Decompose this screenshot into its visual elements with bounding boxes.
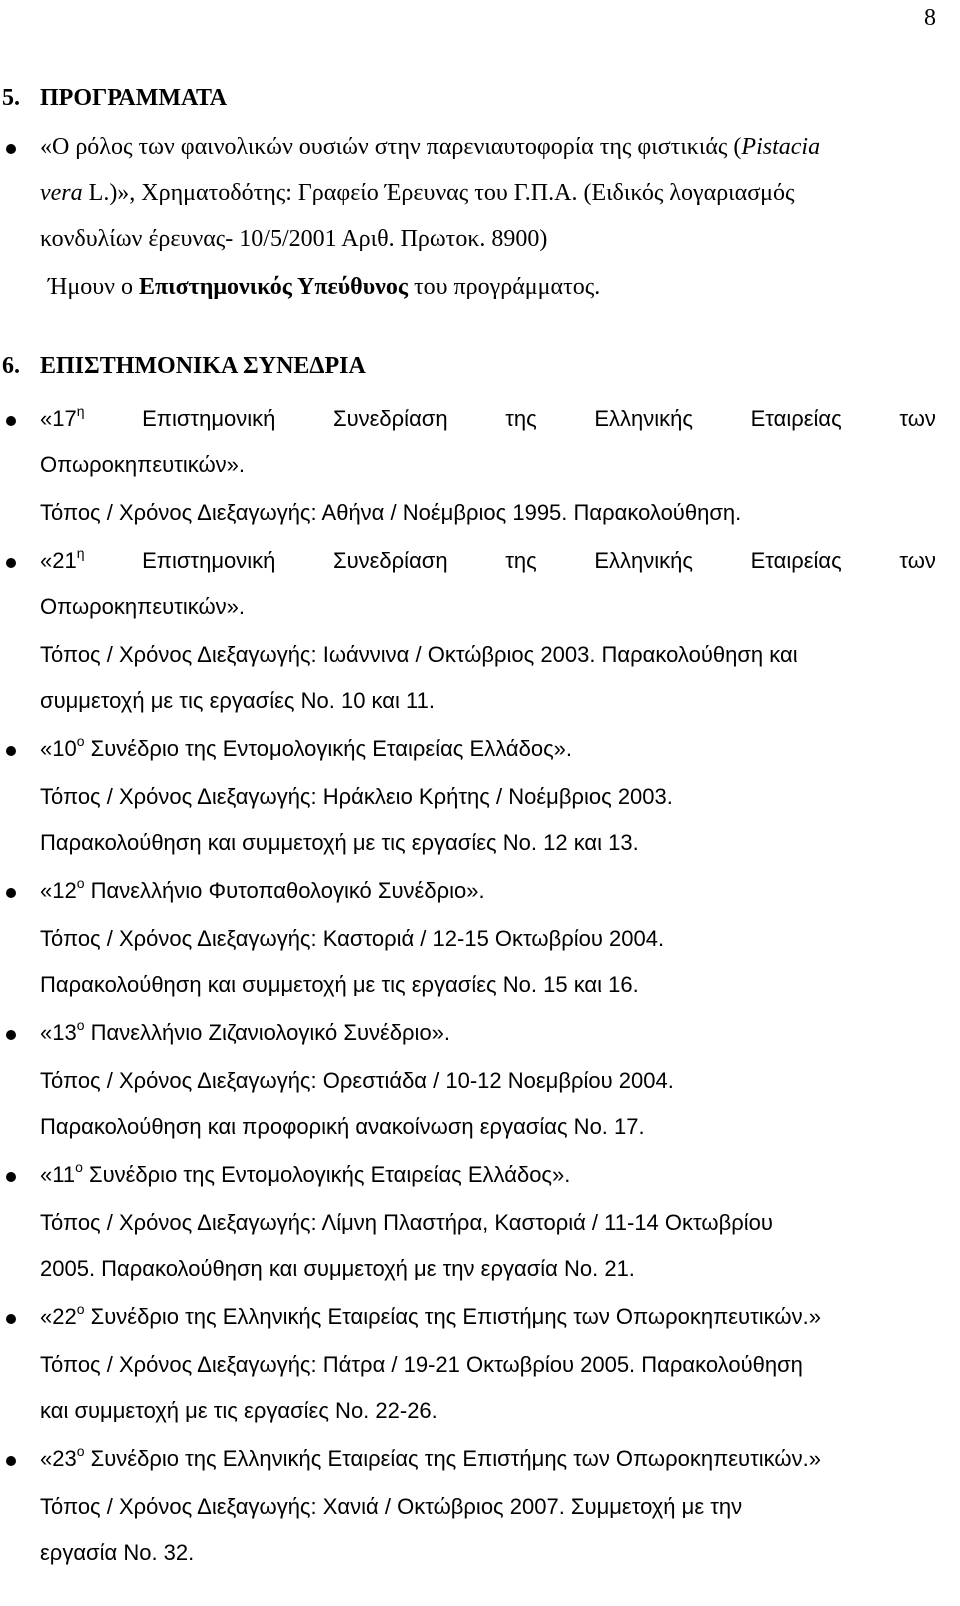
text-line: Τόπος / Χρόνος Διεξαγωγής: Αθήνα / Νοέμβριος 1995. Παρακολούθηση. [40, 500, 742, 525]
bullet-icon [6, 1314, 16, 1324]
text-line: Παρακολούθηση και προφορική ανακοίνωση εργασίας No. 17. [40, 1114, 645, 1139]
bullet-icon [6, 144, 16, 154]
text-line: «$12^o$ Πανελλήνιο Φυτοπαθολογικό Συνέδριο». [40, 875, 485, 903]
text-line: συμμετοχή με τις εργασίες No. 10 και 11. [40, 688, 435, 713]
text-line: vera L.)», Χρηματοδότης: Γραφείο Έρευνας του Γ.Π.Α. (Ειδικός λογαριασμός [40, 180, 795, 206]
text-line: Τόπος / Χρόνος Διεξαγωγής: Ηράκλειο Κρήτης / Νοέμβριος 2003. [40, 784, 673, 809]
text-line: Ήμουν ο Επιστημονικός Υπεύθυνος του προγράμματος. [48, 274, 601, 300]
text-line: Οπωροκηπευτικών». [40, 452, 245, 477]
section-number: 5. [2, 85, 20, 111]
section-title: ΕΠΙΣΤΗΜΟΝΙΚΑ ΣΥΝΕΔΡΙΑ [40, 353, 366, 379]
text-line: «$10^o$ Συνέδριο της Εντομολογικής Εταιρείας Ελλάδος». [40, 733, 573, 761]
page-number: 8 [924, 5, 936, 31]
bullet-icon [6, 1030, 16, 1040]
text-line: Παρακολούθηση και συμμετοχή με τις εργασίες No. 15 και 16. [40, 972, 639, 997]
text-line: εργασία No. 32. [40, 1540, 195, 1565]
bullet-icon [6, 888, 16, 898]
text-line: «$11^o$ Συνέδριο της Εντομολογικής Εταιρείας Ελλάδος». [40, 1159, 571, 1187]
text-line: Οπωροκηπευτικών». [40, 594, 245, 619]
text-line: Τόπος / Χρόνος Διεξαγωγής: Λίμνη Πλαστήρα, Καστοριά / 11-14 Οκτωβρίου [40, 1210, 773, 1235]
text-line: «Ο ρόλος των φαινολικών ουσιών στην παρενιαυτοφορία της φιστικιάς (Pistacia [40, 134, 821, 160]
text-line: «$13^o$ Πανελλήνιο Ζιζανιολογικό Συνέδριο». [40, 1017, 451, 1045]
text-line: και συμμετοχή με τις εργασίες No. 22-26. [40, 1398, 438, 1423]
text-line: «$23^o$ Συνέδριο της Ελληνικής Εταιρείας της Επιστήμης των Οπωροκηπευτικών.» [40, 1443, 821, 1471]
text-line: Παρακολούθηση και συμμετοχή με τις εργασίες No. 12 και 13. [40, 830, 639, 855]
text-line: «$21^\eta$ Επιστημονική Συνεδρίαση της Ελληνικής Εταιρείας των [40, 545, 936, 573]
bullet-icon [6, 416, 16, 426]
text-line: 2005. Παρακολούθηση και συμμετοχή με την εργασία No. 21. [40, 1256, 635, 1281]
section-number: 6. [2, 353, 20, 379]
text-line: Τόπος / Χρόνος Διεξαγωγής: Χανιά / Οκτώβριος 2007. Συμμετοχή με την [40, 1494, 743, 1519]
bullet-icon [6, 746, 16, 756]
bullet-icon [6, 1172, 16, 1182]
bullet-icon [6, 558, 16, 568]
text-line: Τόπος / Χρόνος Διεξαγωγής: Ορεστιάδα / 10-12 Νοεμβρίου 2004. [40, 1068, 674, 1093]
text-line: «$22^o$ Συνέδριο της Ελληνικής Εταιρείας της Επιστήμης των Οπωροκηπευτικών.» [40, 1301, 821, 1329]
bullet-icon [6, 1456, 16, 1466]
text-line: Τόπος / Χρόνος Διεξαγωγής: Πάτρα / 19-21 Οκτωβρίου 2005. Παρακολούθηση [40, 1352, 803, 1377]
text-line: κονδυλίων έρευνας- 10/5/2001 Αριθ. Πρωτοκ. 8900) [40, 226, 548, 252]
text-line: Τόπος / Χρόνος Διεξαγωγής: Ιωάννινα / Οκτώβριος 2003. Παρακολούθηση και [40, 642, 798, 667]
section-title: ΠΡΟΓΡΑΜΜΑΤΑ [40, 85, 228, 111]
text-line: Τόπος / Χρόνος Διεξαγωγής: Καστοριά / 12-15 Οκτωβρίου 2004. [40, 926, 665, 951]
text-line: «$17^\eta$ Επιστημονική Συνεδρίαση της Ελληνικής Εταιρείας των [40, 403, 936, 431]
